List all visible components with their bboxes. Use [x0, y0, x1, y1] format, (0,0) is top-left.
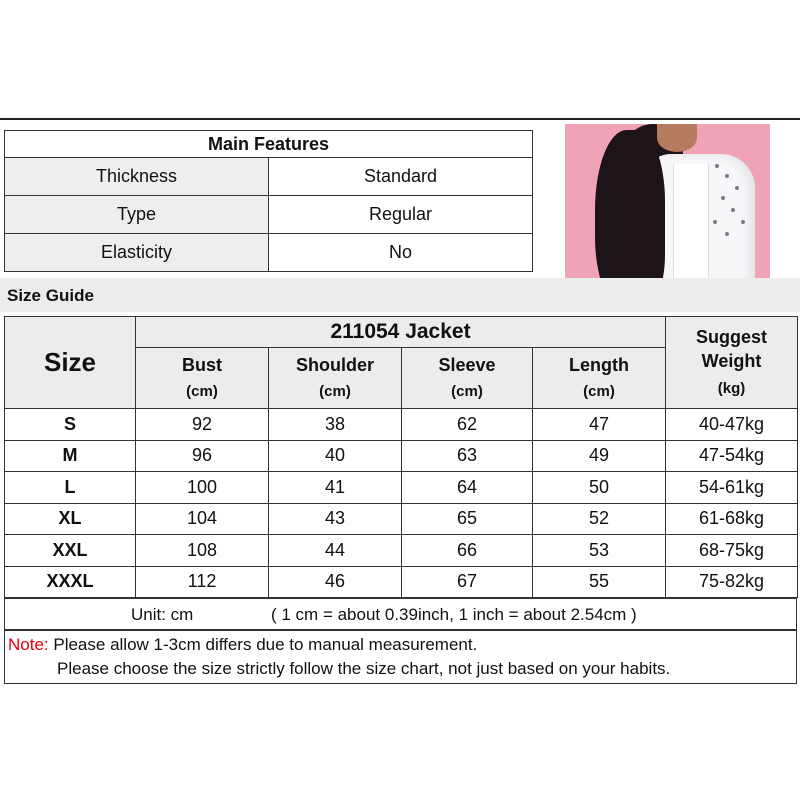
top-divider	[0, 118, 800, 120]
length-cell: 50	[533, 472, 666, 504]
feature-value: Standard	[269, 158, 533, 196]
length-cell: 52	[533, 503, 666, 535]
length-column-header	[533, 348, 666, 409]
feature-label: Thickness	[5, 158, 269, 196]
unit-text: Unit: cm	[131, 605, 194, 624]
weight-cell: 54-61kg	[666, 472, 798, 504]
bust-cell: 92	[136, 409, 269, 441]
sleeve-column-header	[402, 348, 533, 409]
note-line-1	[8, 635, 477, 655]
shoulder-cell: 44	[269, 535, 402, 567]
shoulder-cell: 43	[269, 503, 402, 535]
jacket-stud	[713, 220, 717, 224]
weight-header-line1: Suggest	[696, 327, 768, 348]
bust-column-header	[136, 348, 269, 409]
note-box	[4, 630, 797, 684]
table-row	[5, 566, 798, 598]
jacket-stud	[725, 174, 729, 178]
jacket-stud	[741, 220, 745, 224]
weight-cell: 40-47kg	[666, 409, 798, 441]
note-text-1: Please allow 1-3cm differs due to manual measurement.	[48, 635, 478, 654]
weight-cell: 68-75kg	[666, 535, 798, 567]
size-cell: S	[5, 409, 136, 441]
note-label: Note:	[8, 635, 49, 654]
sleeve-cell: 65	[402, 503, 533, 535]
shoulder-cell: 38	[269, 409, 402, 441]
column-name: Bust	[182, 355, 222, 376]
unit-conversion-text: ( 1 cm = about 0.39inch, 1 inch = about 2.54cm )	[271, 605, 637, 624]
feature-label: Elasticity	[5, 234, 269, 272]
feature-value: No	[269, 234, 533, 272]
product-title: 211054 Jacket	[136, 317, 666, 348]
weight-header-line2: Weight	[701, 350, 762, 371]
feature-row-elasticity	[5, 234, 533, 272]
table-row	[5, 440, 798, 472]
jacket-stud	[731, 208, 735, 212]
bust-cell: 100	[136, 472, 269, 504]
size-guide-label: Size Guide	[7, 286, 94, 305]
length-cell: 49	[533, 440, 666, 472]
size-cell: M	[5, 440, 136, 472]
note-line-2: Please choose the size strictly follow the size chart, not just based on your habits.	[57, 659, 671, 678]
sleeve-cell: 67	[402, 566, 533, 598]
weight-column-header	[666, 317, 798, 409]
size-cell: XL	[5, 503, 136, 535]
feature-value: Regular	[269, 196, 533, 234]
weight-cell: 75-82kg	[666, 566, 798, 598]
jacket-stud	[725, 232, 729, 236]
column-unit: (cm)	[451, 382, 483, 400]
weight-header-unit: (kg)	[717, 380, 746, 398]
size-chart-table	[4, 316, 798, 598]
jacket-stud	[721, 196, 725, 200]
sleeve-cell: 66	[402, 535, 533, 567]
model-chin	[657, 124, 697, 152]
bust-cell: 104	[136, 503, 269, 535]
shoulder-cell: 40	[269, 440, 402, 472]
size-cell: XXL	[5, 535, 136, 567]
column-name: Sleeve	[438, 355, 496, 376]
table-row	[5, 503, 798, 535]
shoulder-column-header	[269, 348, 402, 409]
table-row	[5, 472, 798, 504]
main-features-title: Main Features	[5, 131, 533, 158]
sleeve-cell: 64	[402, 472, 533, 504]
column-name: Length	[569, 355, 629, 376]
feature-label: Type	[5, 196, 269, 234]
column-unit: (cm)	[186, 382, 218, 400]
bust-cell: 96	[136, 440, 269, 472]
bust-cell: 108	[136, 535, 269, 567]
main-features-table	[4, 130, 533, 272]
weight-cell: 47-54kg	[666, 440, 798, 472]
size-guide-bar	[0, 278, 800, 312]
size-column-header: Size	[5, 317, 136, 409]
jacket-stud	[735, 186, 739, 190]
column-unit: (cm)	[583, 382, 615, 400]
sleeve-cell: 63	[402, 440, 533, 472]
feature-row-thickness	[5, 158, 533, 196]
sleeve-cell: 62	[402, 409, 533, 441]
length-cell: 47	[533, 409, 666, 441]
shoulder-cell: 41	[269, 472, 402, 504]
shoulder-cell: 46	[269, 566, 402, 598]
unit-line	[4, 598, 797, 630]
size-cell: L	[5, 472, 136, 504]
column-unit: (cm)	[319, 382, 351, 400]
feature-row-type	[5, 196, 533, 234]
length-cell: 55	[533, 566, 666, 598]
length-cell: 53	[533, 535, 666, 567]
weight-cell: 61-68kg	[666, 503, 798, 535]
size-cell: XXXL	[5, 566, 136, 598]
column-name: Shoulder	[295, 355, 374, 376]
table-row	[5, 535, 798, 567]
jacket-stud	[715, 164, 719, 168]
bust-cell: 112	[136, 566, 269, 598]
table-row	[5, 409, 798, 441]
